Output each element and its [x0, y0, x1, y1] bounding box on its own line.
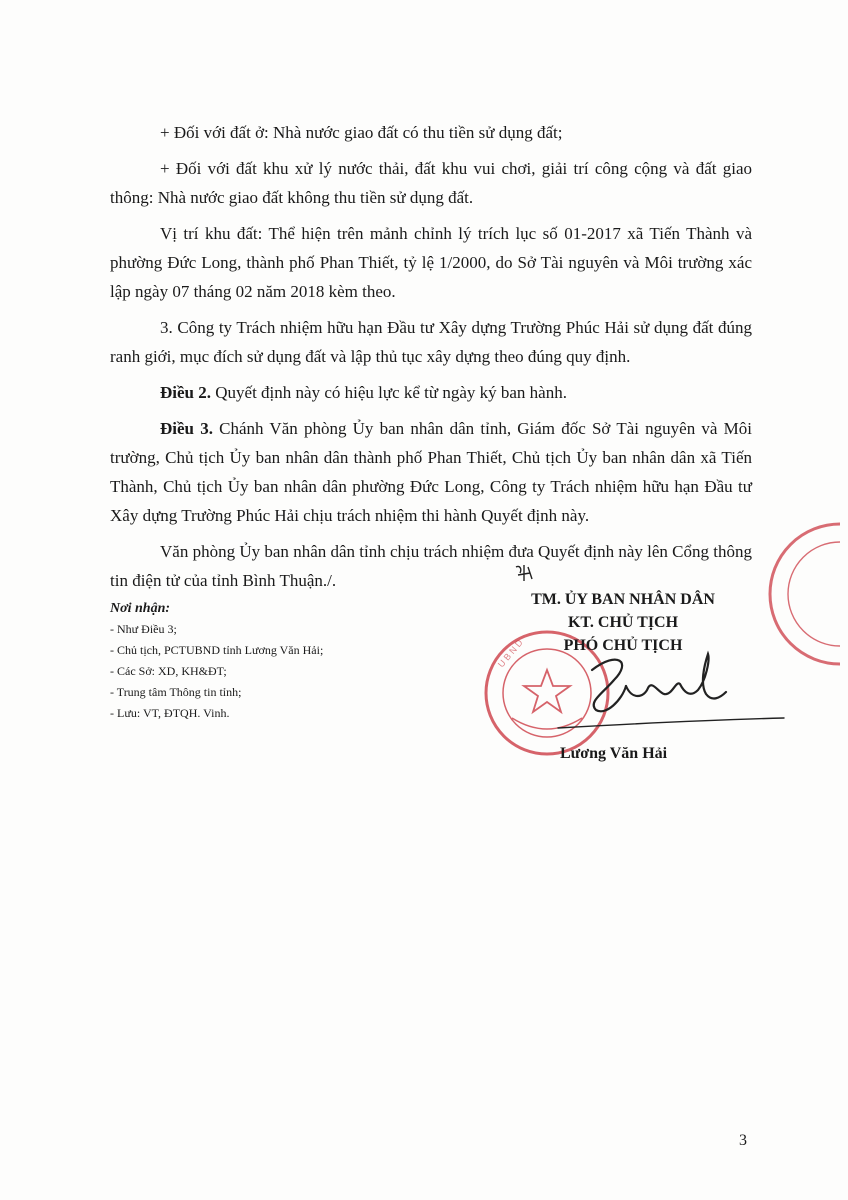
page-number: 3 [739, 1132, 747, 1149]
signer-name: Lương Văn Hải [560, 745, 668, 762]
paragraph: Vị trí khu đất: Thể hiện trên mảnh chỉnh lý trích lục số 01-2017 xã Tiến Thành và phường Đức Long, thành phố Phan Thiết, tỷ lệ 1/2000, do Sở Tài nguyên và Môi trường xác lập ngày 07 tháng 02 năm 2018 kèm theo. [110, 224, 752, 301]
recipient-item: - Chủ tịch, PCTUBND tỉnh Lương Văn Hải; [110, 643, 324, 657]
recipients-list [110, 598, 440, 724]
article-3: Điều 3. Chánh Văn phòng Ủy ban nhân dân tỉnh, Giám đốc Sở Tài nguyên và Môi trường, Chủ tịch Ủy ban nhân dân thành phố Phan Thiết, Chủ tịch Ủy ban nhân dân xã Tiến Thành, Chủ tịch Ủy ban nhân dân phường Đức Long, Công ty Trách nhiệm hữu hạn Đầu tư Xây dựng Trường Phúc Hải chịu trách nhiệm thi hành Quyết định này. [110, 419, 752, 525]
recipient-item: - Như Điều 3; [110, 622, 177, 636]
initial-mark-icon [512, 563, 536, 583]
article-2: Điều 2. Quyết định này có hiệu lực kể từ ngày ký ban hành. [160, 383, 567, 402]
recipient-item: - Trung tâm Thông tin tỉnh; [110, 685, 242, 699]
paragraph: + Đối với đất khu xử lý nước thải, đất khu vui chơi, giải trí công cộng và đất giao thông: Nhà nước giao đất không thu tiền sử dụng đất. [110, 159, 752, 207]
paragraph: 3. Công ty Trách nhiệm hữu hạn Đầu tư Xây dựng Trường Phúc Hải sử dụng đất đúng ranh giới, mục đích sử dụng đất và lập thủ tục xây dựng theo đúng quy định. [110, 318, 752, 366]
handwritten-signature-icon [548, 640, 788, 740]
signature-title-line: KT. CHỦ TỊCH [567, 614, 679, 631]
recipient-item: - Các Sở: XD, KH&ĐT; [110, 664, 227, 678]
recipient-item: - Lưu: VT, ĐTQH. Vinh. [110, 706, 230, 720]
signature-title-line: PHÓ CHỦ TỊCH [563, 637, 683, 654]
paragraph: Văn phòng Ủy ban nhân dân tỉnh chịu trách nhiệm đưa Quyết định này lên Cổng thông tin điện tử của tỉnh Bình Thuận./. [110, 542, 752, 590]
paragraph: + Đối với đất ở: Nhà nước giao đất có thu tiền sử dụng đất; [160, 123, 563, 142]
svg-text:U B N D: U B N D [495, 637, 525, 670]
signature-title-line: TM. ỦY BAN NHÂN DÂN [531, 591, 715, 608]
recipients-heading: Nơi nhận: [110, 601, 171, 616]
document-body [110, 118, 752, 602]
